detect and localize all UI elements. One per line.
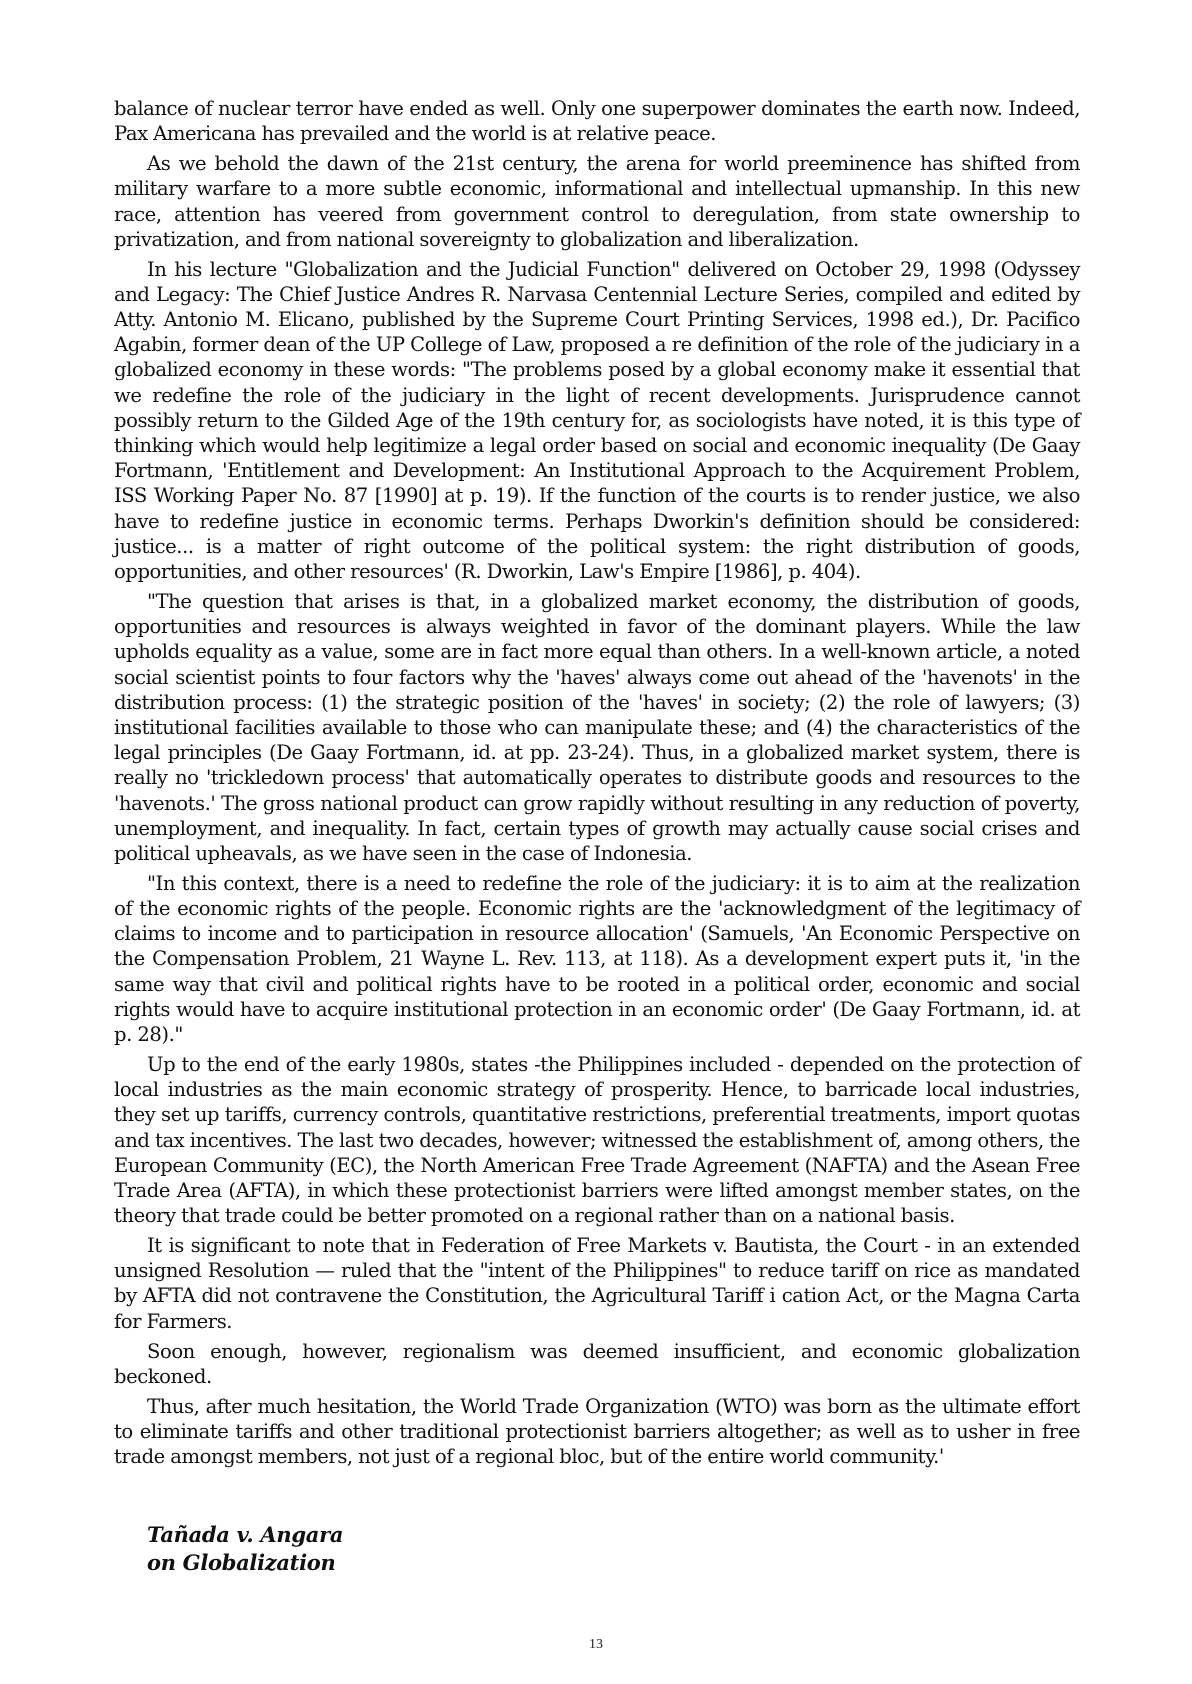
section-heading-line-1: Tañada v. Angara: [147, 1522, 344, 1547]
paragraph-federation-case: It is significant to note that in Federation of Free Markets v. Bautista, the Court - in an extended unsigned Resolution — ruled that the "intent of the Philippines" to reduce tariff on rice as mandated by AFTA did not contravene the Constitution, the Agricultural Tariff i cation Act, or the Magna Carta for Farmers.: [114, 1234, 1080, 1333]
paragraph-regionalism: Soon enough, however, regionalism was deemed insufficient, and economic globalization beckoned.: [114, 1339, 1080, 1388]
document-body: [114, 96, 1080, 1474]
paragraph-wto: Thus, after much hesitation, the World Trade Organization (WTO) was born as the ultimate effort to eliminate tariffs and other traditional protectionist barriers altogether; as well as to usher in free trade amongst members, not just of a regional bloc, but of the entire world community.': [114, 1394, 1080, 1469]
paragraph-21st-century: As we behold the dawn of the 21st century, the arena for world preeminence has shifted from military warfare to a more subtle economic, informational and intellectual upmanship. In this new race, attention has veered from government control to deregulation, from state ownership to privatization, and from national sovereignty to globalization and liberalization.: [114, 152, 1080, 251]
paragraph-economic-rights: "In this context, there is a need to redefine the role of the judiciary: it is to aim at the realization of the economic rights of the people. Economic rights are the 'acknowledgment of the legitimacy of claims to income and to participation in resource allocation' (Samuels, 'An Economic Perspective on the Compensation Problem, 21 Wayne L. Rev. 113, at 118). As a development expert puts it, 'in the same way that civil and political rights have to be rooted in a political order, economic and social rights would have to acquire institutional protection in an economic order' (De Gaay Fortmann, id. at p. 28).": [114, 871, 1080, 1047]
section-heading: [147, 1521, 343, 1577]
paragraph-distribution-question: "The question that arises is that, in a globalized market economy, the distribution of goods, opportunities and resources is always weighted in favor of the dominant players. While the law upholds equality as a value, some are in fact more equal than others. In a well-known article, a noted social scientist points to four factors why the 'haves' always come out ahead of the 'havenots' in the distribution process: (1) the strategic position of the 'haves' in society; (2) the role of lawyers; (3) institutional facilities available to those who can manipulate these; and (4) the characteristics of the legal principles (De Gaay Fortmann, id. at pp. 23-24). Thus, in a globalized market system, there is really no 'trickledown process' that automatically operates to distribute goods and resources to the 'havenots.' The gross national product can grow rapidly without resulting in any reduction of poverty, unemployment, and inequality. In fact, certain types of growth may actually cause social crises and political upheavals, as we have seen in the case of Indonesia.: [114, 589, 1080, 865]
paragraph-protectionism: Up to the end of the early 1980s, states -the Philippines included - depended on the protection of local industries as the main economic strategy of prosperity. Hence, to barricade local industries, they set up tariffs, currency controls, quantitative restrictions, preferential treatments, import quotas and tax incentives. The last two decades, however; witnessed the establishment of, among others, the European Community (EC), the North American Free Trade Agreement (NAFTA) and the Asean Free Trade Area (AFTA), in which these protectionist barriers were lifted amongst member states, on the theory that trade could be better promoted on a regional rather than on a national basis.: [114, 1052, 1080, 1228]
page-number: 13: [589, 1637, 603, 1652]
paragraph-continuation: balance of nuclear terror have ended as well. Only one superpower dominates the earth now. Indeed, Pax Americana has prevailed and the world is at relative peace.: [114, 97, 1080, 146]
section-heading-line-2: on Globalization: [147, 1550, 336, 1575]
paragraph-agabin-lecture: In his lecture "Globalization and the Judicial Function" delivered on October 29, 1998 (Odyssey and Legacy: The Chief Justice Andres R. Narvasa Centennial Lecture Series, compiled and edited by Atty. Antonio M. Elicano, published by the Supreme Court Printing Services, 1998 ed.), Dr. Pacifico Agabin, former dean of the UP College of Law, proposed a re definition of the role of the judiciary in a globalized economy in these words: "The problems posed by a global economy make it essential that we redefine the role of the judiciary in the light of recent developments. Jurisprudence cannot possibly return to the Gilded Age of the 19th century for, as sociologists have noted, it is this type of thinking which would help legitimize a legal order based on social and economic inequality (De Gaay Fortmann, 'Entitlement and Development: An Institutional Approach to the Acquirement Problem, ISS Working Paper No. 87 [1990] at p. 19). If the function of the courts is to render justice, we also have to redefine justice in economic terms. Perhaps Dworkin's definition should be considered: justice... is a matter of right outcome of the political system: the right distribution of goods, opportunities, and other resources' (R. Dworkin, Law's Empire [1986], p. 404).: [114, 257, 1080, 584]
